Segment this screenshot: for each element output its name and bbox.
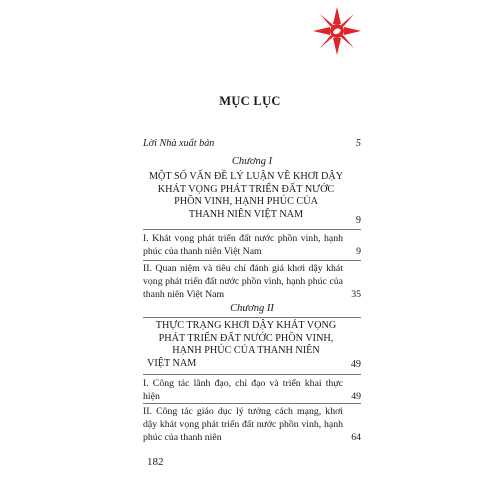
chapter-1-label: Chương I	[231, 156, 273, 167]
chapter-2-title-line: PHÁT TRIỂN ĐẤT NƯỚC PHỒN VINH,	[158, 332, 334, 344]
toc-entry-section[interactable]	[143, 405, 361, 444]
section-page: 49	[351, 391, 361, 402]
chapter-1-title-line: KHÁT VỌNG PHÁT TRIỂN ĐẤT NƯỚC	[157, 183, 335, 195]
chapter-1-title[interactable]	[143, 171, 349, 221]
preface-page: 5	[355, 138, 361, 149]
chapter-2-title-line: VIỆT NAM	[147, 357, 197, 369]
chapter-2-title[interactable]	[143, 320, 349, 370]
divider	[143, 229, 361, 230]
preface-label: Lời Nhà xuất bản	[143, 138, 215, 149]
chapter-1-title-line: PHỒN VINH, HẠNH PHÚC CỦA	[174, 196, 318, 208]
chapter-1-page: 9	[355, 215, 361, 226]
divider	[143, 317, 361, 318]
chapter-2-page: 49	[350, 359, 361, 370]
toc-entry-preface[interactable]	[143, 137, 361, 150]
divider	[143, 403, 361, 404]
toc-entry-section[interactable]	[143, 262, 361, 301]
table-of-contents	[143, 0, 361, 500]
divider	[143, 260, 361, 261]
chapter-2-title-line: HẠNH PHÚC CỦA THANH NIÊN	[172, 345, 320, 357]
page-number: 182	[147, 456, 164, 468]
chapter-2-label: Chương II	[230, 303, 274, 314]
section-page: 64	[351, 432, 361, 443]
chapter-1-title-line: MỘT SỐ VẤN ĐỀ LÝ LUẬN VỀ KHƠI DẬY	[148, 171, 344, 182]
section-text: I. Công tác lãnh đạo, chỉ đạo và triển khai thực hiện	[143, 378, 343, 402]
divider	[143, 374, 361, 375]
section-text: II. Công tác giáo dục lý tưởng cách mạng, khơi dậy khát vọng phát triển đất nước phồn vinh, hạnh phúc của thanh niên	[143, 406, 343, 443]
chapter-1-title-line: THANH NIÊN VIỆT NAM	[188, 208, 304, 220]
section-page: 35	[351, 289, 361, 300]
toc-entry-section[interactable]	[143, 232, 361, 258]
section-page: 9	[356, 246, 361, 257]
toc-entry-section[interactable]	[143, 377, 361, 403]
chapter-2-title-line: THỰC TRẠNG KHƠI DẬY KHÁT VỌNG	[155, 320, 337, 331]
toc-heading: MỤC LỤC	[219, 94, 281, 108]
section-text: II. Quan niệm và tiêu chí đánh giá khơi dậy khát vọng phát triển đất nước phồn vinh, hạnh phúc của thanh niên Việt Nam	[143, 263, 343, 300]
section-text: I. Khát vọng phát triển đất nước phồn vinh, hạnh phúc của thanh niên Việt Nam	[143, 233, 343, 257]
